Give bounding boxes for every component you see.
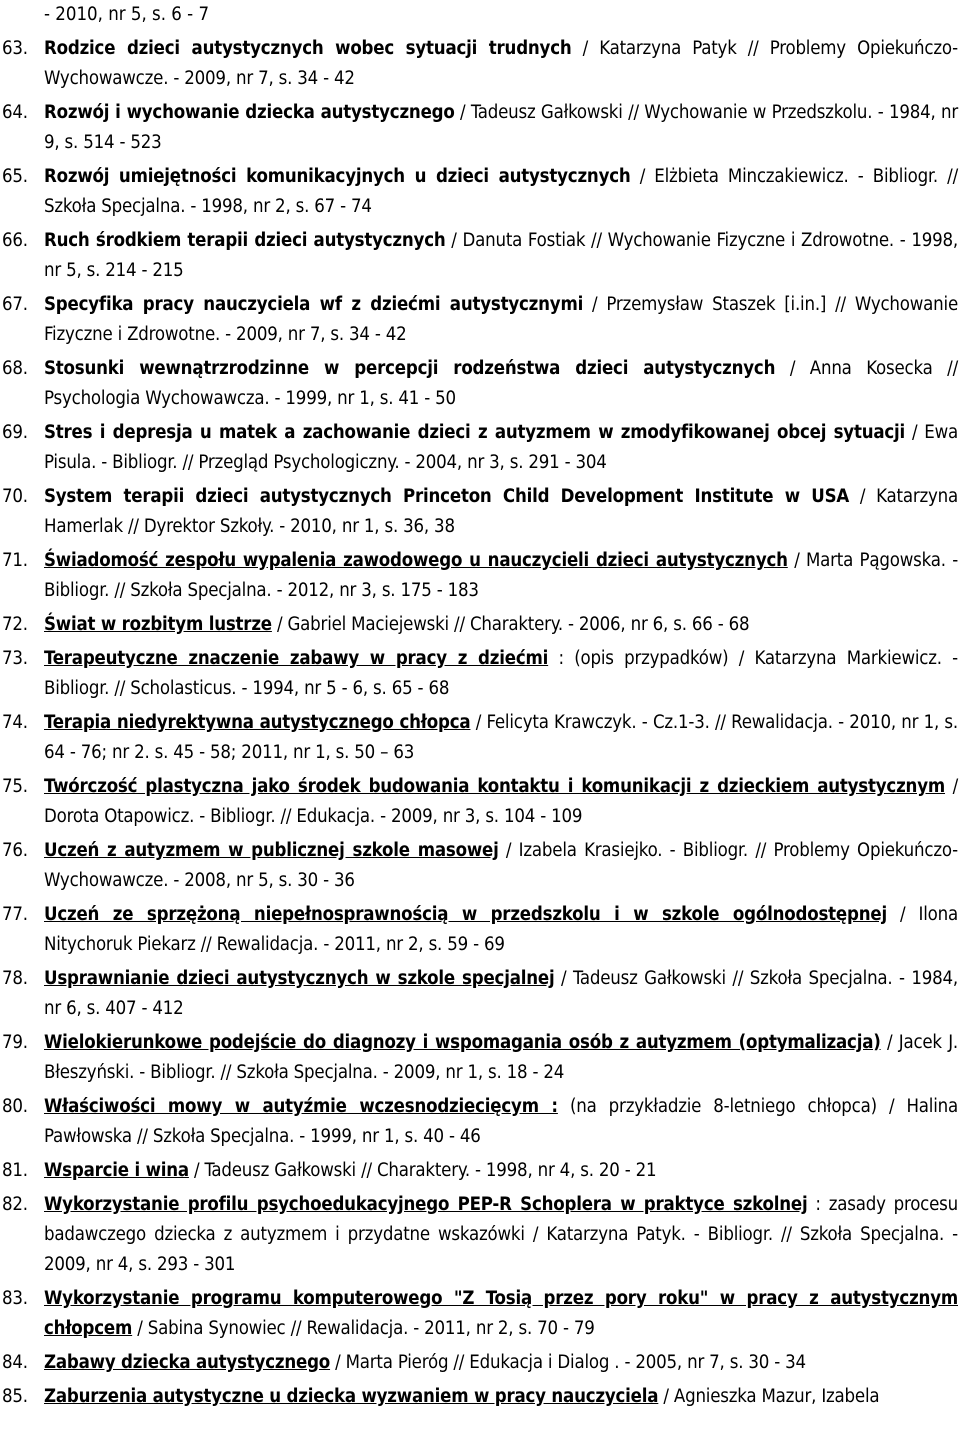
entry-details: : (opis przypadków) / Katarzyna Markiewicz. - Bibliogr. // Scholasticus. - 1994, nr 5 - 6, s. 65 - 68 <box>44 648 958 699</box>
bibliography-entry <box>0 482 958 542</box>
entry-details: / Izabela Krasiejko. - Bibliogr. // Problemy Opiekuńczo-Wychowawcze. - 2008, nr 5, s. 30 - 36 <box>44 840 958 891</box>
entry-details: / Ilona Nitychoruk Piekarz // Rewalidacja. - 2011, nr 2, s. 59 - 69 <box>44 904 958 955</box>
entry-number: 66. <box>2 230 28 251</box>
continuation-line: - 2010, nr 5, s. 6 - 7 <box>44 4 210 25</box>
bibliography-entry <box>0 836 958 896</box>
bibliography-entry <box>0 708 958 768</box>
entry-number: 64. <box>2 102 28 123</box>
bibliography-entry <box>0 900 958 960</box>
entry-number: 67. <box>2 294 28 315</box>
entry-title: Stosunki wewnątrzrodzinne w percepcji rodzeństwa dzieci autystycznych <box>44 358 776 379</box>
bibliography-entry <box>0 418 958 478</box>
entry-details: / Anna Kosecka // Psychologia Wychowawcza. - 1999, nr 1, s. 41 - 50 <box>44 358 958 409</box>
entry-number: 72. <box>2 614 28 635</box>
entry-number: 63. <box>2 38 28 59</box>
entry-details: / Agnieszka Mazur, Izabela <box>658 1386 880 1407</box>
entry-title: Wykorzystanie programu komputerowego "Z Tosią przez pory roku" w pracy z autystycznym chłopcem <box>44 1288 958 1339</box>
entry-details: / Gabriel Maciejewski // Charaktery. - 2006, nr 6, s. 66 - 68 <box>271 614 750 635</box>
entry-details: / Przemysław Staszek [i.in.] // Wychowanie Fizyczne i Zdrowotne. - 2009, nr 7, s. 34 - 42 <box>44 294 958 345</box>
entry-title: Specyfika pracy nauczyciela wf z dziećmi autystycznymi <box>44 294 584 315</box>
entry-title: Ruch środkiem terapii dzieci autystycznych <box>44 230 446 251</box>
entry-number: 76. <box>2 840 28 861</box>
entry-title: Uczeń z autyzmem w publicznej szkole masowej <box>44 840 499 861</box>
entry-details: / Katarzyna Hamerlak // Dyrektor Szkoły. - 2010, nr 1, s. 36, 38 <box>44 486 958 537</box>
entry-number: 79. <box>2 1032 28 1053</box>
bibliography-entry <box>0 772 958 832</box>
entry-details: / Dorota Otapowicz. - Bibliogr. // Edukacja. - 2009, nr 3, s. 104 - 109 <box>44 776 958 827</box>
entry-title: Stres i depresja u matek a zachowanie dzieci z autyzmem w zmodyfikowanej obcej sytuacji <box>44 422 906 443</box>
bibliography-entry <box>0 1348 958 1378</box>
entry-details: / Marta Pieróg // Edukacja i Dialog . - 2005, nr 7, s. 30 - 34 <box>330 1352 806 1373</box>
bibliography-entry <box>0 1382 958 1412</box>
bibliography-entry <box>0 1284 958 1344</box>
entry-title: Usprawnianie dzieci autystycznych w szkole specjalnej <box>44 968 555 989</box>
bibliography-entry <box>0 546 958 606</box>
entry-details: / Jacek J. Błeszyński. - Bibliogr. // Szkoła Specjalna. - 2009, nr 1, s. 18 - 24 <box>44 1032 958 1083</box>
bibliography-entry <box>0 964 958 1024</box>
entry-details: / Tadeusz Gałkowski // Szkoła Specjalna. - 1984, nr 6, s. 407 - 412 <box>44 968 959 1019</box>
entry-details: / Ewa Pisula. - Bibliogr. // Przegląd Psychologiczny. - 2004, nr 3, s. 291 - 304 <box>44 422 958 473</box>
entry-number: 80. <box>2 1096 28 1117</box>
bibliography-entry <box>0 290 958 350</box>
entry-number: 84. <box>2 1352 28 1373</box>
bibliography-entry <box>0 1190 958 1280</box>
bibliography-entry <box>0 644 958 704</box>
entry-details: / Katarzyna Patyk // Problemy Opiekuńczo-Wychowawcze. - 2009, nr 7, s. 34 - 42 <box>44 38 958 89</box>
entry-details: : zasady procesu badawczego dziecka z autyzmem i przydatne wskazówki / Katarzyna Patyk. - Bibliogr. // Szkoła Specjalna. - 2009, nr 4, s. 293 - 301 <box>44 1194 958 1275</box>
entry-title: Terapeutyczne znaczenie zabawy w pracy z dziećmi <box>44 648 549 669</box>
entry-details: / Danuta Fostiak // Wychowanie Fizyczne i Zdrowotne. - 1998, nr 5, s. 214 - 215 <box>44 230 958 281</box>
entry-number: 71. <box>2 550 28 571</box>
bibliography-entry <box>0 1092 958 1152</box>
entry-number: 69. <box>2 422 28 443</box>
entry-number: 83. <box>2 1288 28 1309</box>
entry-number: 73. <box>2 648 28 669</box>
entry-title: Właściwości mowy w autyźmie wczesnodziecięcym : <box>44 1096 558 1117</box>
entry-title: System terapii dzieci autystycznych Princeton Child Development Institute w USA <box>44 486 850 507</box>
entry-details: / Felicyta Krawczyk. - Cz.1-3. // Rewalidacja. - 2010, nr 1, s. 64 - 76; nr 2. s. 45 - 58; 2011, nr 1, s. 50 – 63 <box>44 712 958 763</box>
entry-title: Świadomość zespołu wypalenia zawodowego u nauczycieli dzieci autystycznych <box>44 550 788 571</box>
entry-number: 70. <box>2 486 28 507</box>
entry-title: Terapia niedyrektywna autystycznego chłopca <box>44 712 471 733</box>
entry-title: Rodzice dzieci autystycznych wobec sytuacji trudnych <box>44 38 572 59</box>
entry-title: Wielokierunkowe podejście do diagnozy i wspomagania osób z autyzmem (optymalizacja) <box>44 1032 881 1053</box>
entry-title: Wykorzystanie profilu psychoedukacyjnego PEP-R Schoplera w praktyce szkolnej <box>44 1194 808 1215</box>
bibliography-entry <box>0 1028 958 1088</box>
bibliography-entry <box>0 354 958 414</box>
entry-title: Zabawy dziecka autystycznego <box>44 1352 331 1373</box>
entry-title: Wsparcie i wina <box>44 1160 189 1181</box>
entry-title: Twórczość plastyczna jako środek budowania kontaktu i komunikacji z dzieckiem autystycznym <box>44 776 946 797</box>
entry-details: (na przykładzie 8-letniego chłopca) / Halina Pawłowska // Szkoła Specjalna. - 1999, nr 1, s. 40 - 46 <box>44 1096 958 1147</box>
entry-title: Uczeń ze sprzężoną niepełnosprawnością w przedszkolu i w szkole ogólnodostępnej <box>44 904 887 925</box>
entry-details: / Sabina Synowiec // Rewalidacja. - 2011, nr 2, s. 70 - 79 <box>132 1318 595 1339</box>
entry-number: 68. <box>2 358 28 379</box>
entry-details: / Tadeusz Gałkowski // Charaktery. - 1998, nr 4, s. 20 - 21 <box>188 1160 657 1181</box>
entry-number: 78. <box>2 968 28 989</box>
entry-number: 75. <box>2 776 28 797</box>
entry-number: 74. <box>2 712 28 733</box>
entry-number: 65. <box>2 166 28 187</box>
bibliography-entry <box>0 34 958 94</box>
bibliography-entry <box>0 1156 958 1186</box>
entry-number: 85. <box>2 1386 28 1407</box>
entry-details: / Tadeusz Gałkowski // Wychowanie w Przedszkolu. - 1984, nr 9, s. 514 - 523 <box>44 102 958 153</box>
entry-number: 77. <box>2 904 28 925</box>
entry-title: Zaburzenia autystyczne u dziecka wyzwaniem w pracy nauczyciela <box>44 1386 659 1407</box>
bibliography-entry <box>0 98 958 158</box>
entry-details: / Elżbieta Minczakiewicz. - Bibliogr. // Szkoła Specjalna. - 1998, nr 2, s. 67 - 74 <box>44 166 958 217</box>
bibliography-entry <box>0 610 958 640</box>
entry-title: Rozwój umiejętności komunikacyjnych u dzieci autystycznych <box>44 166 631 187</box>
entry-details: / Marta Pągowska. - Bibliogr. // Szkoła Specjalna. - 2012, nr 3, s. 175 - 183 <box>44 550 958 601</box>
entry-number: 81. <box>2 1160 28 1181</box>
entry-title: Rozwój i wychowanie dziecka autystycznego <box>44 102 455 123</box>
bibliography-list <box>0 34 958 1416</box>
bibliography-entry <box>0 226 958 286</box>
entry-number: 82. <box>2 1194 28 1215</box>
entry-title: Świat w rozbitym lustrze <box>44 614 272 635</box>
bibliography-entry <box>0 162 958 222</box>
